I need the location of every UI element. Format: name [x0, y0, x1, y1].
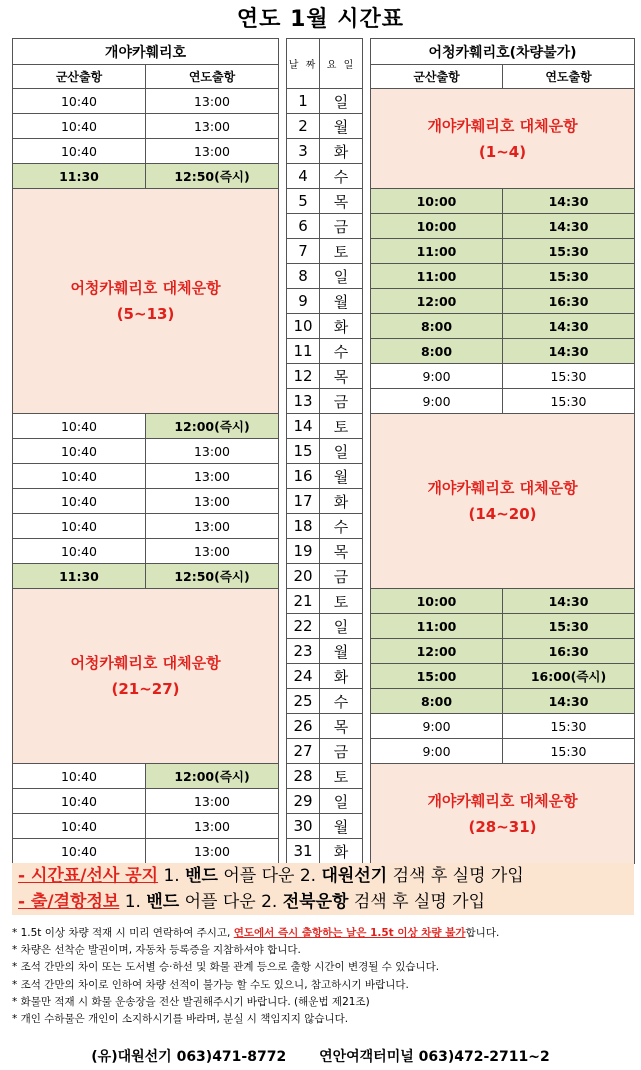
note-1-text: * 1.5t 이상 차량 적재 시 미리 연락하여 주시고,: [12, 927, 234, 939]
weekday-cell: 화: [320, 839, 363, 864]
date-cell: 30: [287, 814, 320, 839]
note-4: * 조석 간만의 차이로 인하여 차량 선적이 불가능 할 수도 있으니, 참고하시기 바랍니다.: [12, 978, 409, 991]
left-alternate-block: [13, 589, 279, 764]
weekday-cell: 월: [320, 639, 363, 664]
table-row: [13, 189, 635, 214]
right-gunsan-time: 10:00: [371, 189, 503, 214]
left-gunsan-header: 군산출항: [13, 65, 146, 89]
right-alternate-range: (14~20): [468, 505, 537, 523]
date-cell: 14: [287, 414, 320, 439]
notice-2-text2: 어플 다운 2.: [179, 892, 283, 912]
weekday-cell: 목: [320, 539, 363, 564]
right-alternate-block: [371, 414, 635, 589]
contact-line: [0, 1046, 641, 1066]
date-cell: 2: [287, 114, 320, 139]
right-yeondo-time: 14:30: [503, 339, 635, 364]
note-1: [12, 925, 634, 942]
weekday-cell: 토: [320, 414, 363, 439]
notice-1-search: 대원선기: [321, 866, 388, 886]
weekday-cell: 목: [320, 189, 363, 214]
left-yeondo-time: 13:00: [146, 464, 279, 489]
left-yeondo-header: 연도출항: [146, 65, 279, 89]
left-gunsan-time: 10:40: [13, 489, 146, 514]
left-alternate-text: 어청카훼리호 대체운항: [70, 279, 221, 297]
right-gunsan-time: 12:00: [371, 639, 503, 664]
notice-1-text3: 검색 후 실명 가입: [387, 866, 524, 886]
notice-1-text2: 어플 다운 2.: [217, 866, 322, 886]
right-gunsan-time: 12:00: [371, 289, 503, 314]
note-6: * 개인 수하물은 개인이 소지하시기를 바라며, 분실 시 책임지지 않습니다.: [12, 1013, 349, 1026]
weekday-cell: 수: [320, 514, 363, 539]
left-gunsan-time: 10:40: [13, 439, 146, 464]
right-yeondo-time: 15:30: [503, 714, 635, 739]
left-route-header: 개야카훼리호: [13, 39, 279, 65]
weekday-cell: 목: [320, 364, 363, 389]
date-cell: 20: [287, 564, 320, 589]
weekday-cell: 화: [320, 314, 363, 339]
left-yeondo-time: 13:00: [146, 539, 279, 564]
date-cell: 3: [287, 139, 320, 164]
weekday-cell: 일: [320, 614, 363, 639]
left-gunsan-time: 10:40: [13, 789, 146, 814]
weekday-cell: 월: [320, 114, 363, 139]
weekday-cell: 월: [320, 814, 363, 839]
left-yeondo-time: 13:00: [146, 139, 279, 164]
weekday-cell: 금: [320, 564, 363, 589]
right-yeondo-time: 15:30: [503, 614, 635, 639]
weekday-cell: 수: [320, 164, 363, 189]
note-3: * 조석 간만의 차이 또는 도서별 승·하선 및 화물 관계 등으로 출항 시간이 변경될 수 있습니다.: [12, 961, 440, 974]
weekday-cell: 일: [320, 439, 363, 464]
left-gunsan-time: 10:40: [13, 414, 146, 439]
right-gunsan-time: 11:00: [371, 614, 503, 639]
date-cell: 15: [287, 439, 320, 464]
left-yeondo-time: 13:00: [146, 89, 279, 114]
left-gunsan-time: 10:40: [13, 764, 146, 789]
right-gunsan-time: 8:00: [371, 689, 503, 714]
right-yeondo-time: 15:30: [503, 264, 635, 289]
date-header: 날 짜: [287, 39, 320, 89]
table-row: [13, 589, 635, 614]
left-yeondo-time: 13:00: [146, 789, 279, 814]
weekday-cell: 화: [320, 489, 363, 514]
table-row: [13, 89, 635, 114]
weekday-cell: 월: [320, 464, 363, 489]
weekday-cell: 토: [320, 239, 363, 264]
weekday-cell: 금: [320, 739, 363, 764]
date-cell: 5: [287, 189, 320, 214]
page-title: 연도 1월 시간표: [236, 7, 405, 32]
notice-2-title: - 출/결항정보: [18, 892, 120, 912]
note-2: * 차량은 선착순 발권이며, 자동차 등록증을 지참하셔야 합니다.: [12, 944, 301, 957]
left-yeondo-time: 12:00(즉시): [146, 414, 279, 439]
right-gunsan-time: 8:00: [371, 339, 503, 364]
right-yeondo-time: 15:30: [503, 364, 635, 389]
right-gunsan-time: 10:00: [371, 589, 503, 614]
left-alternate-text: 어청카훼리호 대체운항: [70, 654, 221, 672]
notice-line-2: [12, 889, 634, 915]
right-alternate-text: 개야카훼리호 대체운항: [427, 479, 578, 497]
weekday-cell: 일: [320, 789, 363, 814]
right-alternate-range: (1~4): [478, 142, 527, 161]
weekday-cell: 일: [320, 89, 363, 114]
date-cell: 28: [287, 764, 320, 789]
date-cell: 7: [287, 239, 320, 264]
right-yeondo-header: 연도출항: [503, 65, 635, 89]
gap-right: [363, 89, 371, 864]
date-cell: 21: [287, 589, 320, 614]
date-cell: 25: [287, 689, 320, 714]
right-route-header: 어청카훼리호(차량불가): [371, 39, 635, 65]
left-yeondo-time: 13:00: [146, 489, 279, 514]
left-gunsan-time: 10:40: [13, 814, 146, 839]
right-gunsan-time: 15:00: [371, 664, 503, 689]
date-cell: 4: [287, 164, 320, 189]
date-cell: 19: [287, 539, 320, 564]
weekday-cell: 화: [320, 664, 363, 689]
right-gunsan-time: 10:00: [371, 214, 503, 239]
weekday-cell: 수: [320, 339, 363, 364]
weekday-cell: 월: [320, 289, 363, 314]
left-yeondo-time: 13:00: [146, 814, 279, 839]
right-yeondo-time: 14:30: [503, 689, 635, 714]
gap-left: [279, 89, 287, 864]
left-gunsan-time: 10:40: [13, 839, 146, 864]
left-gunsan-time: 11:30: [13, 164, 146, 189]
date-cell: 26: [287, 714, 320, 739]
notice-1-text: 1.: [158, 866, 186, 886]
right-gunsan-time: 9:00: [371, 389, 503, 414]
weekday-cell: 일: [320, 264, 363, 289]
left-gunsan-time: 11:30: [13, 564, 146, 589]
notice-2-band: 밴드: [146, 892, 180, 912]
right-alternate-text: 개야카훼리호 대체운항: [427, 791, 578, 810]
right-yeondo-time: 15:30: [503, 239, 635, 264]
notice-2-search: 전북운항: [282, 892, 349, 912]
left-gunsan-time: 10:40: [13, 139, 146, 164]
contact-daewon: (유)대원선기 063)471-8772: [91, 1049, 287, 1065]
note-5: * 화물만 적재 시 화물 운송장을 전산 발권해주시기 바랍니다. (해운법 제21조): [12, 995, 370, 1008]
notice-2-text: 1.: [119, 892, 147, 912]
timetable: [12, 38, 635, 864]
left-yeondo-time: 12:00(즉시): [146, 764, 279, 789]
note-1-end: 합니다.: [465, 927, 500, 939]
date-cell: 10: [287, 314, 320, 339]
date-cell: 9: [287, 289, 320, 314]
left-gunsan-time: 10:40: [13, 89, 146, 114]
weekday-cell: 토: [320, 589, 363, 614]
date-cell: 13: [287, 389, 320, 414]
date-cell: 16: [287, 464, 320, 489]
left-yeondo-time: 13:00: [146, 114, 279, 139]
right-alternate-text: 개야카훼리호 대체운항: [427, 116, 578, 135]
right-gunsan-time: 9:00: [371, 714, 503, 739]
right-yeondo-time: 15:30: [503, 389, 635, 414]
notice-1-band: 밴드: [185, 866, 218, 886]
right-yeondo-time: 16:30: [503, 289, 635, 314]
table-row: [13, 414, 635, 439]
left-yeondo-time: 13:00: [146, 439, 279, 464]
date-cell: 17: [287, 489, 320, 514]
right-yeondo-time: 14:30: [503, 589, 635, 614]
left-alternate-range: (5~13): [116, 305, 175, 323]
date-cell: 11: [287, 339, 320, 364]
weekday-cell: 금: [320, 389, 363, 414]
weekday-cell: 목: [320, 714, 363, 739]
left-yeondo-time: 13:00: [146, 839, 279, 864]
right-yeondo-time: 16:00(즉시): [503, 664, 635, 689]
right-gunsan-header: 군산출항: [371, 65, 503, 89]
date-cell: 29: [287, 789, 320, 814]
weekday-cell: 수: [320, 689, 363, 714]
date-cell: 1: [287, 89, 320, 114]
left-gunsan-time: 10:40: [13, 114, 146, 139]
right-yeondo-time: 14:30: [503, 189, 635, 214]
right-alternate-block: [371, 89, 635, 189]
date-cell: 27: [287, 739, 320, 764]
notice-line-1: [12, 863, 634, 889]
date-cell: 18: [287, 514, 320, 539]
left-alternate-range: (21~27): [111, 680, 180, 698]
left-alternate-block: [13, 189, 279, 414]
weekday-cell: 토: [320, 764, 363, 789]
table-row: [13, 764, 635, 789]
note-1-warning: 연도에서 즉시 출항하는 날은 1.5t 이상 차량 불가: [233, 927, 466, 939]
date-cell: 12: [287, 364, 320, 389]
right-alternate-range: (28~31): [468, 817, 537, 836]
notice-1-title: - 시간표/선사 공지: [18, 866, 159, 886]
weekday-header: 요 일: [320, 39, 363, 89]
right-gunsan-time: 11:00: [371, 264, 503, 289]
date-cell: 24: [287, 664, 320, 689]
right-alternate-block: [371, 764, 635, 864]
right-yeondo-time: 15:30: [503, 739, 635, 764]
right-gunsan-time: 11:00: [371, 239, 503, 264]
date-cell: 6: [287, 214, 320, 239]
right-yeondo-time: 16:30: [503, 639, 635, 664]
left-yeondo-time: 12:50(즉시): [146, 164, 279, 189]
contact-terminal: 연안여객터미널 063)472-2711~2: [319, 1049, 550, 1065]
right-yeondo-time: 14:30: [503, 214, 635, 239]
date-cell: 31: [287, 839, 320, 864]
left-yeondo-time: 13:00: [146, 514, 279, 539]
right-gunsan-time: 9:00: [371, 364, 503, 389]
right-gunsan-time: 8:00: [371, 314, 503, 339]
left-gunsan-time: 10:40: [13, 464, 146, 489]
left-gunsan-time: 10:40: [13, 514, 146, 539]
date-cell: 8: [287, 264, 320, 289]
left-yeondo-time: 12:50(즉시): [146, 564, 279, 589]
weekday-cell: 금: [320, 214, 363, 239]
date-cell: 23: [287, 639, 320, 664]
right-gunsan-time: 9:00: [371, 739, 503, 764]
weekday-cell: 화: [320, 139, 363, 164]
notice-box: [12, 863, 634, 915]
notes: [12, 925, 634, 1028]
right-yeondo-time: 14:30: [503, 314, 635, 339]
left-gunsan-time: 10:40: [13, 539, 146, 564]
notice-2-text3: 검색 후 실명 가입: [348, 892, 485, 912]
date-cell: 22: [287, 614, 320, 639]
